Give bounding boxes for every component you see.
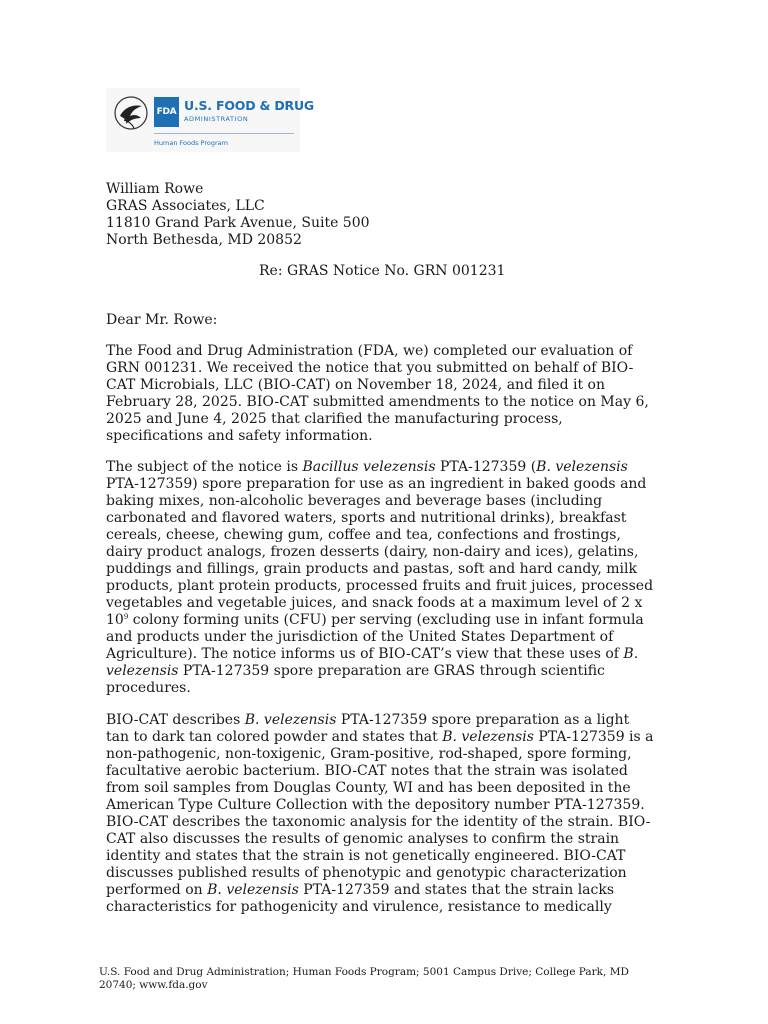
footer-line: 20740; www.fda.gov [99,979,208,991]
text-line: February 28, 2025. BIO-CAT submitted amendments to the notice on May 6, [106,394,649,410]
text-line [106,612,666,629]
text-line: CAT also discusses the results of genomic analyses to confirm the strain [106,831,620,847]
species-name: B. velezensis [207,882,299,898]
text-line: identity and states that the strain is not genetically engineered. BIO-CAT [106,848,626,864]
recipient-street: 11810 Grand Park Avenue, Suite 500 [106,215,370,231]
reference-line: Re: GRAS Notice No. GRN 001231 [259,263,506,279]
text-line: carbonated and flavored waters, sports and nutritional drinks), breakfast [106,510,627,526]
text-line: procedures. [106,680,191,696]
text-line [106,712,666,729]
text-run: PTA-127359 ( [435,459,537,475]
fda-badge: FDA [154,97,179,127]
text-run: PTA-127359 and states that the strain lacks [298,882,615,898]
hhs-eagle-icon [112,94,150,132]
text-line: The Food and Drug Administration (FDA, we) completed our evaluation of [106,343,633,359]
recipient-address [106,181,370,249]
text-line: from soil samples from Douglas County, WI and has been deposited in the [106,780,631,796]
text-line: discusses published results of phenotypic and genotypic characterization [106,865,627,881]
species-name: B. velezensis [536,459,628,475]
recipient-name: William Rowe [106,181,204,197]
text-run: PTA-127359 spore preparation as a light [336,712,630,728]
text-run: 10 [106,612,124,628]
text-line: baking mixes, non-alcoholic beverages and beverage bases (including [106,493,603,509]
text-run: colony forming units (CFU) per serving (excluding use in infant formula [128,612,644,628]
program-name: Human Foods Program [154,139,228,147]
text-line [106,729,666,746]
text-line: and products under the jurisdiction of the United States Department of [106,629,614,645]
species-name: B. velezensis [442,729,534,745]
agency-subtitle: ADMINISTRATION [184,115,249,123]
text-run: performed on [106,882,208,898]
salutation: Dear Mr. Rowe: [106,312,218,328]
text-run: PTA-127359 spore preparation are GRAS through scientific [178,663,605,679]
text-line [106,459,666,476]
species-name: B. [623,646,639,662]
recipient-company: GRAS Associates, LLC [106,198,265,214]
paragraph-subject [106,459,666,697]
text-line: facultative aerobic bacterium. BIO-CAT notes that the strain was isolated [106,763,628,779]
text-run: tan to dark tan colored powder and states that [106,729,443,745]
text-line [106,882,666,899]
text-line: cereals, cheese, chewing gum, coffee and tea, confections and frostings, [106,527,621,543]
text-line: BIO-CAT describes the taxonomic analysis for the identity of the strain. BIO- [106,814,651,830]
superscript: 9 [123,613,129,621]
text-line: specifications and safety information. [106,428,373,444]
text-line: PTA-127359) spore preparation for use as an ingredient in baked goods and [106,476,647,492]
species-name: Bacillus velezensis [302,459,436,475]
text-line: non-pathogenic, non-toxigenic, Gram-positive, rod-shaped, spore forming, [106,746,632,762]
text-line [106,663,666,680]
text-run: Agriculture). The notice informs us of BIO-CAT’s view that these uses of [106,646,624,662]
text-line: characteristics for pathogenicity and virulence, resistance to medically [106,899,612,915]
text-line [106,646,666,663]
recipient-city: North Bethesda, MD 20852 [106,232,302,248]
agency-name: U.S. FOOD & DRUG [184,98,314,113]
logo-divider [154,133,294,134]
footer-line: U.S. Food and Drug Administration; Human Foods Program; 5001 Campus Drive; College Park, MD [99,966,629,978]
text-line: CAT Microbials, LLC (BIO-CAT) on November 18, 2024, and filed it on [106,377,605,393]
species-name: velezensis [106,663,179,679]
text-run: The subject of the notice is [106,459,303,475]
text-line: American Type Culture Collection with the depository number PTA-127359. [106,797,645,813]
species-name: B. velezensis [244,712,337,728]
text-line: GRN 001231. We received the notice that you submitted on behalf of BIO- [106,360,634,376]
text-run: PTA-127359 is a [533,729,654,745]
text-line: vegetables and vegetable juices, and snack foods at a maximum level of 2 x [106,595,643,611]
page-footer [99,966,669,992]
fda-logo [106,88,314,152]
paragraph-description [106,712,666,916]
text-line: dairy product analogs, frozen desserts (dairy, non-dairy and ices), gelatins, [106,544,639,560]
text-line: 2025 and June 4, 2025 that clarified the manufacturing process, [106,411,563,427]
text-line: products, plant protein products, processed fruits and fruit juices, processed [106,578,654,594]
paragraph-evaluation [106,343,666,445]
text-run: BIO-CAT describes [106,712,245,728]
text-line: puddings and fillings, grain products and pastas, soft and hard candy, milk [106,561,637,577]
